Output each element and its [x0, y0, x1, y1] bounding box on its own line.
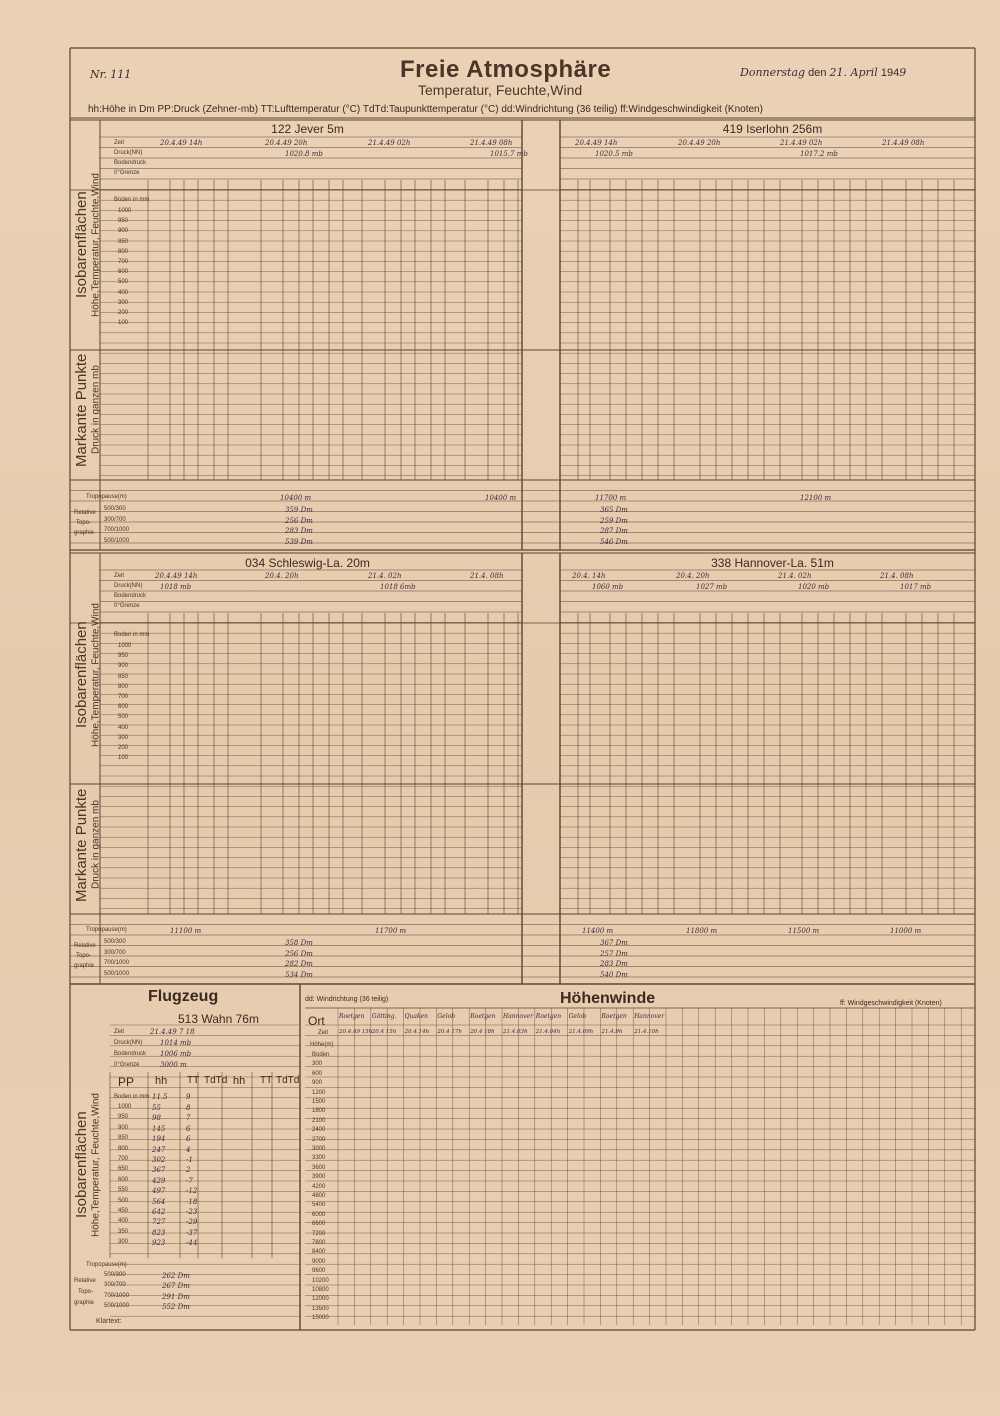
hw-height-7: 2100 [312, 1117, 326, 1124]
flug-tt-2: 6 [186, 1124, 191, 1133]
hw-zeit-5: 21.4.03h [503, 1029, 528, 1035]
topo-row-1: 300/700 [104, 516, 126, 523]
hw-zeit-1: 20.4 15h [371, 1029, 397, 1035]
iserlohn-tropopause-2: 12100 m [800, 494, 832, 502]
hw-height-23: 9600 [312, 1268, 326, 1275]
page-title: Freie Atmosphäre [400, 56, 612, 83]
hw-height-24: 10200 [312, 1277, 329, 1284]
hannover-topo-2: 283 Dm [600, 960, 628, 968]
iserlohn-topo-3: 546 Dm [600, 537, 628, 546]
iserlohn-topo-1: 259 Dm [600, 516, 628, 525]
pressure-level-500: 500 [118, 279, 129, 286]
side-label-isobaren-3 [74, 1070, 110, 1260]
topo-row-1: 300/700 [104, 949, 126, 956]
page-subtitle: Temperatur, Feuchte,Wind [418, 82, 583, 98]
flug-hh-0: 55 [152, 1104, 161, 1112]
iserlohn-time-3: 21.4.49 02h [780, 139, 823, 147]
hannover-topo-1: 257 Dm [600, 949, 628, 958]
flug-time: 21.4.49 7 18 [150, 1028, 195, 1036]
pressure-level-800: 800 [118, 683, 129, 690]
flug-bodendruck: 1006 mb [160, 1050, 192, 1058]
hw-zeit-7: 21.4.09h [568, 1029, 594, 1035]
flug-tt-4: 4 [186, 1145, 191, 1154]
pressure-level-100: 100 [118, 320, 129, 327]
flug-hh-boden: 11.5 [152, 1093, 168, 1101]
row-label-bodendruck-2: Bodendruck [114, 593, 147, 599]
hw-height-22: 9000 [312, 1258, 326, 1265]
flug-hh-5: 302 [152, 1156, 166, 1164]
hannover-time-2: 20.4. 20h [676, 572, 710, 580]
hannover-druck-3: 1020 mb [798, 583, 830, 591]
flug-tt-boden: 9 [186, 1093, 191, 1101]
flug-tt-7: -7 [186, 1176, 193, 1185]
hw-height-12: 3600 [312, 1164, 326, 1171]
topo-row-2: 700/1000 [104, 960, 130, 966]
iserlohn-time-2: 20.4.49 20h [678, 139, 721, 147]
hw-ort-label: Ort [308, 1014, 325, 1028]
hw-height-16: 5400 [312, 1202, 326, 1209]
pressure-level-400: 400 [118, 724, 129, 731]
flug-tt-8: -12 [186, 1187, 198, 1196]
jever-time-4: 21.4.49 08h [470, 139, 513, 147]
graphie-label: graphie [74, 530, 95, 536]
hw-height-14: 4200 [312, 1183, 326, 1190]
date-day: Donnerstag [740, 66, 806, 79]
schleswig-time-4: 21.4. 08h [470, 572, 504, 580]
hw-ort-4: Roetgen [470, 1013, 496, 1020]
pressure-level-950: 950 [118, 653, 129, 660]
year-suffix: 9 [899, 66, 907, 79]
hw-zeit-8: 21.4.9h [601, 1029, 623, 1035]
hw-height-28: 15000 [312, 1315, 329, 1322]
topo-row-0: 500/300 [104, 939, 126, 945]
hannover-topo-0: 367 Dm [600, 939, 628, 947]
pressure-level-200: 200 [118, 745, 129, 751]
hw-ort-1: Götting. [371, 1013, 397, 1020]
hannover-tropopause-2: 11800 m [686, 927, 718, 935]
schleswig-topo-0: 358 Dm [285, 939, 313, 947]
hannover-druck-4: 1017 mb [900, 583, 932, 591]
flug-hh-3: 194 [152, 1135, 166, 1144]
flug-hh-6: 367 [152, 1166, 166, 1175]
topo-row-3: 500/1000 [104, 970, 130, 977]
hw-height-9: 2700 [312, 1136, 326, 1143]
schleswig-time-3: 21.4. 02h [368, 572, 402, 580]
flug-hh-2: 145 [152, 1124, 166, 1133]
schleswig-tropopause-2: 11700 m [375, 927, 407, 935]
jever-time-2: 20.4.49 20h [265, 139, 308, 147]
flug-level-800: 800 [118, 1145, 129, 1152]
flug-topo-row-3: 500/1000 [104, 1303, 130, 1310]
jever-time-3: 21.4.49 02h [368, 139, 411, 147]
hoehenwinde-title: Höhenwinde [560, 990, 656, 1007]
flugzeug-station: 513 Wahn 76m [178, 1012, 259, 1026]
flug-tropopause-label: Tropopause(m) [86, 1262, 127, 1268]
jever-druck-4: 1015.7 mb [490, 150, 528, 158]
flug-topo-val-1: 267 Dm [162, 1282, 190, 1291]
flug-level-400: 400 [118, 1218, 129, 1225]
hw-height-2: 600 [312, 1070, 323, 1077]
hw-height-0: Boden [312, 1052, 330, 1058]
flug-druck: 1014 mb [160, 1039, 192, 1047]
iserlohn-time-1: 20.4.49 14h [575, 139, 618, 147]
pressure-level-850: 850 [118, 238, 129, 245]
flug-head-tdtd2: TdTd [276, 1075, 300, 1086]
row-label-zeit: Zeit [114, 140, 125, 146]
hw-ff-label: ff: Windgeschwindigkeit (Knoten) [840, 1000, 942, 1007]
flug-head-tt2: TT [260, 1075, 273, 1086]
pressure-level-1000: 1000 [118, 208, 132, 214]
pressure-level-1000: 1000 [118, 643, 132, 649]
topo-row-2: 700/1000 [104, 527, 130, 533]
flug-level-300: 300 [118, 1239, 129, 1246]
jever-time-1: 20.4.49 14h [160, 139, 203, 147]
pressure-level-600: 600 [118, 704, 129, 711]
markante-text-2: Markante Punkte [73, 788, 90, 902]
hannover-tropopause-3: 11500 m [788, 927, 820, 935]
flug-head-hh2: hh [233, 1075, 246, 1087]
hannover-druck-1: 1060 mb [592, 583, 624, 591]
jever-topo-0: 359 Dm [285, 506, 313, 514]
flug-level-450: 450 [118, 1208, 129, 1214]
flug-graphie-label: graphie [74, 1300, 95, 1306]
hw-height-4: 1200 [312, 1089, 326, 1096]
schleswig-druck-3: 1018 6mb [380, 583, 416, 591]
schleswig-topo-2: 282 Dm [285, 960, 313, 968]
flug-klartext: Klartext: [96, 1318, 122, 1325]
isobaren-text: Isobarenflächen [73, 191, 90, 299]
isobaren-subtext-2: Höhe,Temperatur, Feuchte,Wind [90, 603, 102, 747]
hannover-topo-3: 540 Dm [600, 970, 628, 979]
hw-ort-5: Hannover [503, 1013, 533, 1020]
schleswig-topo-3: 534 Dm [285, 970, 313, 979]
flug-hh-9: 564 [152, 1197, 166, 1206]
pressure-level-300: 300 [118, 299, 129, 306]
flug-tt-6: 2 [186, 1166, 191, 1175]
hw-height-18: 6600 [312, 1221, 326, 1228]
row-label-grenze: 0°Grenze [114, 170, 140, 176]
relative-label: Relative [74, 510, 96, 516]
hw-height-8: 2400 [312, 1127, 326, 1134]
hw-ort-0: Roetgen [339, 1013, 365, 1020]
hw-height-15: 4800 [312, 1193, 326, 1199]
topo-row-0: 500/300 [104, 506, 126, 512]
flug-hh-12: 823 [152, 1228, 166, 1237]
isobaren-text-2: Isobarenflächen [73, 621, 90, 729]
schleswig-time-2: 20.4. 20h [265, 572, 299, 580]
side-label-markante-2 [74, 770, 110, 920]
flug-topo-val-3: 552 Dm [162, 1303, 190, 1312]
flug-grenze: 3000 m [160, 1061, 187, 1069]
flug-level-600: 600 [118, 1176, 129, 1183]
hw-ort-2: Quaken [404, 1013, 429, 1020]
flug-hh-8: 497 [152, 1187, 166, 1196]
hannover-druck-2: 1027 mb [696, 583, 728, 591]
flug-label-druck: Druck(NN) [114, 1040, 143, 1046]
flug-head-hh: hh [155, 1075, 168, 1087]
hannover-tropopause-4: 11000 m [890, 927, 922, 935]
isobaren-text-3: Isobarenflächen [73, 1111, 90, 1219]
flug-tt-5: -1 [186, 1156, 193, 1164]
schleswig-druck-1: 1018 mb [160, 583, 192, 591]
pressure-level-300: 300 [118, 734, 129, 741]
markante-text: Markante Punkte [73, 353, 90, 467]
row-label-bodendruck: Bodendruck [114, 160, 147, 166]
row-label-druck-2: Druck(NN) [114, 583, 143, 589]
flug-tt-1: 7 [186, 1114, 191, 1123]
pressure-level-900: 900 [118, 663, 129, 670]
nr-label: Nr. [90, 68, 108, 81]
flug-relative-label: Relative [74, 1278, 96, 1284]
hw-hoehe-label: Höhe(m) [310, 1042, 334, 1048]
hw-height-6: 1800 [312, 1108, 326, 1115]
row-label-zeit-2: Zeit [114, 573, 125, 579]
iserlohn-time-4: 21.4.49 08h [882, 139, 925, 147]
tropopause-label-2: Tropopause(m) [86, 927, 127, 933]
hw-zeit-6: 21.4.04h [535, 1029, 561, 1035]
hw-height-5: 1500 [312, 1099, 326, 1105]
hw-height-17: 6000 [312, 1211, 326, 1218]
flug-hh-4: 247 [152, 1145, 166, 1154]
schleswig-tropopause-1: 11100 m [170, 927, 202, 935]
hw-zeit-0: 20.4.49 15h [339, 1029, 373, 1035]
hw-zeit-4: 20.4 18h [470, 1029, 495, 1035]
flug-head-pp: PP [118, 1075, 135, 1089]
flug-hh-10: 642 [152, 1208, 166, 1216]
hannover-tropopause-1: 11400 m [582, 927, 614, 935]
flug-head-tdtd: TdTd [204, 1075, 228, 1086]
row-label-grenze-2: 0°Grenze [114, 603, 140, 609]
flug-level-650: 650 [118, 1166, 129, 1173]
flug-level-550: 550 [118, 1187, 129, 1194]
flug-label-grenze: 0°Grenze [114, 1062, 140, 1068]
hw-zeit-3: 20.4 17h [437, 1029, 462, 1035]
hannover-time-4: 21.4. 08h [880, 572, 914, 580]
iserlohn-topo-0: 365 Dm [600, 506, 628, 514]
hw-height-3: 900 [312, 1080, 323, 1087]
flug-tt-12: -37 [186, 1228, 198, 1237]
hw-ort-6: Roetgen [535, 1013, 562, 1020]
flug-head-tt: TT [187, 1075, 200, 1086]
hw-ort-7: Gelob [568, 1013, 587, 1020]
pressure-level-500: 500 [118, 714, 129, 721]
hw-height-25: 10800 [312, 1287, 329, 1293]
hannover-time-1: 20.4. 14h [572, 572, 606, 580]
pressure-level-950: 950 [118, 218, 129, 225]
flug-label-boden: Boden in mm [114, 1094, 150, 1100]
pressure-level-700: 700 [118, 259, 129, 265]
pressure-level-100: 100 [118, 755, 129, 762]
hw-height-26: 12000 [312, 1296, 329, 1303]
nr-value: 111 [110, 68, 132, 81]
iserlohn-tropopause-1: 11700 m [595, 494, 627, 502]
hw-height-10: 3000 [312, 1146, 326, 1152]
pressure-level-900: 900 [118, 228, 129, 235]
hannover-time-3: 21.4. 02h [778, 572, 812, 580]
flug-level-500: 500 [118, 1197, 129, 1204]
flug-hh-13: 923 [152, 1239, 166, 1248]
pressure-level-600: 600 [118, 269, 129, 276]
date-value: 21. April [829, 66, 878, 79]
flug-level-900: 900 [118, 1124, 129, 1131]
hw-height-20: 7800 [312, 1240, 326, 1246]
hw-ort-3: Gelob [437, 1013, 456, 1020]
station-schleswig-title: 034 Schleswig-La. 20m [245, 556, 370, 570]
pressure-level-700: 700 [118, 694, 129, 700]
hw-height-13: 3900 [312, 1174, 326, 1181]
station-jever-title: 122 Jever 5m [271, 122, 344, 136]
hw-ort-9: Hannover [634, 1013, 665, 1020]
flug-level-700: 700 [118, 1156, 129, 1162]
flug-topo-row-0: 500/300 [104, 1272, 126, 1278]
hw-dd-label: dd: Windrichtung (36 teilig) [305, 996, 389, 1003]
row-label-boden-2: Boden in mm [114, 632, 150, 638]
side-label-markante-1 [74, 335, 110, 485]
iserlohn-druck-3: 1017.2 mb [800, 150, 838, 158]
iserlohn-topo-2: 287 Dm [600, 527, 628, 535]
jever-tropopause-1: 10400 m [280, 494, 312, 502]
flug-level-850: 850 [118, 1135, 129, 1142]
flug-level-350: 350 [118, 1228, 129, 1235]
markante-subtext: Druck in ganzen mb [90, 365, 102, 455]
flug-tt-3: 6 [186, 1135, 191, 1144]
flug-topo-label: Topo- [78, 1289, 94, 1295]
markante-subtext-2: Druck in ganzen mb [90, 800, 102, 890]
station-hannover-title: 338 Hannover-La. 51m [711, 556, 834, 570]
flug-level-1000: 1000 [118, 1104, 132, 1110]
hw-zeit-label: Zeit [318, 1030, 329, 1036]
pressure-level-200: 200 [118, 310, 129, 316]
pressure-level-400: 400 [118, 289, 129, 296]
flug-tt-11: -29 [186, 1218, 198, 1227]
tropopause-label-1: Tropopause(m) [86, 494, 127, 500]
graphie-label: graphie [74, 963, 95, 969]
flug-tt-13: -44 [186, 1239, 198, 1248]
jever-tropopause-2: 10400 m [485, 494, 517, 502]
row-label-druck: Druck(NN) [114, 150, 143, 156]
date-den: den [808, 67, 827, 79]
jever-topo-1: 256 Dm [285, 516, 313, 525]
flug-topo-val-0: 262 Dm [162, 1272, 190, 1280]
flug-level-950: 950 [118, 1114, 129, 1121]
flug-tt-0: 8 [186, 1104, 191, 1112]
hw-zeit-9: 21.4.10h [634, 1029, 659, 1035]
hw-ort-8: Roetgen [601, 1013, 627, 1020]
pressure-level-800: 800 [118, 248, 129, 255]
flug-tt-10: -23 [186, 1208, 198, 1216]
hw-height-21: 8400 [312, 1249, 326, 1256]
flug-hh-7: 429 [152, 1176, 166, 1185]
jever-topo-2: 283 Dm [285, 527, 313, 535]
hw-height-19: 7200 [312, 1230, 326, 1237]
row-label-boden: Boden in mm [114, 197, 150, 203]
topo-label: Topo- [76, 953, 92, 959]
isobaren-subtext-3: Höhe,Temperatur, Feuchte,Wind [90, 1093, 102, 1237]
flug-topo-row-2: 700/1000 [104, 1292, 130, 1299]
flug-label-zeit: Zeit [114, 1029, 125, 1035]
relative-label: Relative [74, 943, 96, 949]
isobaren-subtext: Höhe,Temperatur, Feuchte,Wind [90, 173, 102, 317]
year-prefix: 194 [880, 67, 900, 79]
flug-topo-row-1: 300/700 [104, 1282, 126, 1289]
side-label-isobaren-2 [74, 580, 110, 770]
hw-height-27: 13500 [312, 1305, 329, 1312]
hw-height-1: 300 [312, 1061, 323, 1068]
hw-height-11: 3300 [312, 1155, 326, 1162]
iserlohn-druck-1: 1020.5 mb [595, 150, 633, 158]
abbreviation-legend: hh:Höhe in Dm PP:Druck (Zehner-mb) TT:Lufttemperatur (°C) TdTd:Taupunkttemperatur (°C) dd:Windrichtung (36 teilig) ff:Windgeschwindigkeit (Knoten) [88, 104, 763, 115]
jever-topo-3: 539 Dm [285, 537, 313, 546]
topo-row-3: 500/1000 [104, 537, 130, 544]
hw-zeit-2: 20.4.14h [404, 1029, 430, 1035]
station-iserlohn-title: 419 Iserlohn 256m [722, 122, 823, 136]
flug-tt-9: -18 [186, 1197, 198, 1206]
schleswig-topo-1: 256 Dm [285, 949, 313, 958]
flug-topo-val-2: 291 Dm [162, 1292, 190, 1301]
pressure-level-850: 850 [118, 673, 129, 680]
side-label-isobaren-1 [74, 145, 110, 345]
flugzeug-title: Flugzeug [148, 988, 219, 1005]
flug-label-bodendruck: Bodendruck [114, 1051, 147, 1057]
flug-hh-1: 98 [152, 1114, 161, 1123]
jever-druck-2: 1020.8 mb [285, 150, 323, 158]
flug-hh-11: 727 [152, 1218, 166, 1227]
schleswig-time-1: 20.4.49 14h [155, 572, 198, 580]
topo-label: Topo- [76, 520, 92, 526]
